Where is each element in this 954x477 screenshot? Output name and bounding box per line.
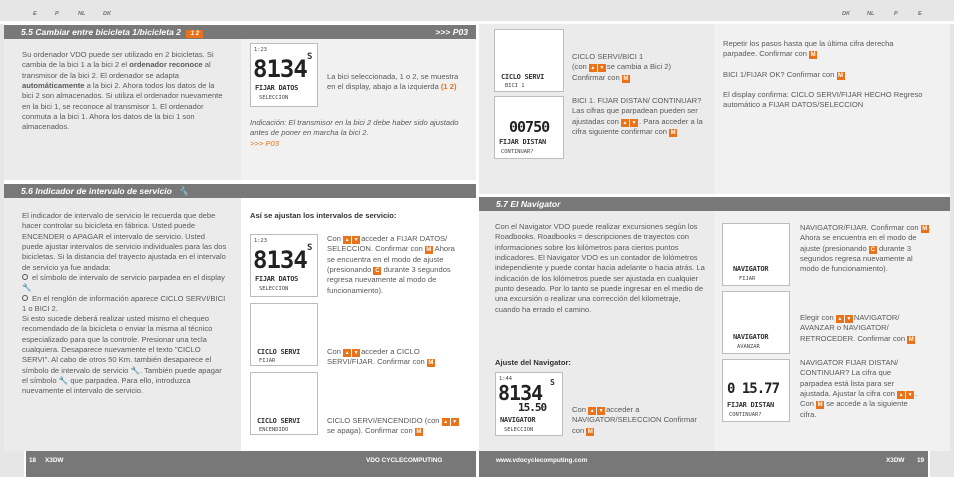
ok-button-icon: M: [922, 226, 928, 232]
section-5-5-header: [4, 25, 476, 39]
lang-nl: NL: [78, 11, 86, 17]
arrow-down-icon: ▼: [631, 119, 637, 126]
footer-url[interactable]: www.vdocyclecomputing.com: [496, 457, 588, 464]
bullet-icon: [22, 295, 28, 301]
arrow-up-icon: ▲: [443, 419, 449, 425]
clear-button-icon: C: [375, 267, 380, 274]
arrow-down-icon: ▼: [907, 391, 913, 398]
lcd-display-service-3: CICLO SERVI ENCENDIDO: [250, 372, 318, 435]
service-interval-howto-title: Así se ajustan los intervalos de servicio:: [250, 211, 397, 220]
section-5-5-ref: >>> P03: [435, 27, 468, 37]
navigator-adjust-title: Ajuste del Navigator:: [495, 358, 571, 367]
arrow-up-icon: ▲: [837, 316, 843, 322]
wrench-icon: 🔧: [22, 283, 32, 293]
footer-right-tab: [930, 451, 954, 477]
wrench-icon: 🔧: [178, 186, 190, 196]
arrow-up-icon: ▲: [622, 119, 628, 126]
right-page-number: 19: [917, 457, 925, 464]
lcd-display-service-2: CICLO SERVI FIJAR: [250, 303, 318, 366]
ok-button-icon: M: [670, 129, 676, 136]
lang-dk: DK: [103, 11, 112, 17]
lcd-display-navigator: 1:44 8134 S 15.50 NAVIGATOR SELECCION: [495, 372, 563, 436]
service-step-2: Con ▲ ▼ acceder a CICLO SERVI/FIJAR. Confirmar con M: [327, 347, 434, 367]
footer-left-tab: [0, 451, 24, 477]
top-language-strip: [0, 0, 954, 21]
section-5-6-header: [4, 184, 476, 198]
bike-display-description: La bici seleccionada, 1 o 2, se muestra en el display, abajo a la izquierda (1 2): [327, 72, 459, 92]
ok-button-icon: M: [838, 72, 844, 79]
right-model: X3DW: [886, 457, 905, 464]
ok-button-icon: M: [416, 429, 422, 436]
left-page-number: 18: [29, 457, 37, 464]
arrow-down-icon: ▼: [599, 65, 605, 72]
wrench-icon: 🔧: [130, 365, 140, 375]
lcd-display-distance: 00750 FIJAR DISTAN CONTINUAR?: [494, 96, 564, 159]
lcd-display-nav-avanzar: NAVIGATOR AVANZAR: [722, 291, 790, 354]
lang-dk-right: DK: [842, 11, 851, 17]
right-edge: [950, 24, 954, 451]
service-step-3: CICLO SERVI/ENCENDIDO (con ▲ ▼se apaga). Confirmar con M: [327, 416, 458, 436]
section-5-7-header: [479, 197, 950, 211]
lcd-display-nav-distance: 0 15.77 FIJAR DISTAN CONTINUAR?: [722, 359, 790, 422]
left-model: X3DW: [45, 457, 64, 464]
section-5-6-title: 5.6 Indicador de intervalo de servicio: [21, 186, 172, 196]
indication-ref-link[interactable]: >>> P03: [250, 138, 279, 148]
clear-button-icon: C: [870, 246, 875, 253]
section-5-5-body: Su ordenador VDO puede ser utilizado en 2 bicicletas. Si cambia de la bici 1 a la bici 2 el ordenador reconoce al transmisor de la bici 2. El ordenador se adapta automáticamente a la bici 2. Ahora todos los datos de la bici 2 son almacenados. Si utiliza el ordenador nuevamente en la bici 1, se reconoce al transmisor 1. El ordenador conmuta a la bici 1. Ahora los datos de la bici 1 son almacenados.: [22, 50, 223, 132]
arrow-down-icon: ▼: [353, 350, 359, 356]
nav-step-1: NAVIGATOR/FIJAR. Confirmar con M . Ahora se encuentra en el modo de ajuste (presionando C durante 3 segundos regresa nuevamente al modo de funcionamiento).: [800, 223, 931, 274]
service-step-1: Con ▲ ▼ acceder a FIJAR DATOS/ SELECCION. Confirmar con M Ahora se encuentra en el modo de ajuste (presionando C durante 3 segundos regresa nuevamente al modo de funcionamiento).: [327, 234, 455, 295]
navigator-adjust-step: Con ▲ ▼ acceder a NAVIGATOR/SELECCION Confirmar con M: [572, 405, 697, 435]
arrow-down-icon: ▼: [353, 237, 359, 243]
nav-step-2: Elegir con ▲ ▼ NAVIGATOR/ AVANZAR o NAVIGATOR/ RETROCEDER. Confirmar con M: [800, 313, 914, 343]
arrow-up-icon: ▲: [898, 391, 904, 398]
arrow-up-icon: ▲: [344, 237, 350, 243]
section-5-7-body: Con el Navigator VDO puede realizar excursiones según los Roadbooks. Roadbooks = descripciones de trayectos con informaciones sobre los kilómetros para ciertos puntos indicadores. El Navigator VDO es un contador de kilómetros independiente y puede contar hacia adelante o hacia atrás. La indicación de los kilómetros puede ser ajustada en cualquier punto deseado. Por lo tanto se puede ingresar en el medio de una excursión o realizar una corrección del kilometraje, cuando ha errado el camino.: [495, 222, 705, 314]
arrow-down-icon: ▼: [598, 408, 604, 414]
footer-brand: VDO CYCLECOMPUTING: [366, 457, 443, 464]
footer-right-sep: [928, 451, 930, 477]
ok-button-icon: M: [587, 428, 593, 435]
lang-p-right: P: [894, 11, 898, 17]
arrow-down-icon: ▼: [452, 419, 458, 425]
repeat-steps-text: Repetir los pasos hasta que la última cifra derecha parpadee. Confirmar con M BICI 1/FIJAR OK? Confirmar con M El display confirma: CICLO SERVI/FIJAR HECHO Regreso automático a FIJAR DATOS/SELECCION: [723, 39, 923, 110]
lcd-display-nav-fijar: NAVIGATOR FIJAR: [722, 223, 790, 286]
arrow-up-icon: ▲: [344, 350, 350, 356]
bike-selector-icon: (1 2): [440, 82, 457, 92]
footer-left-sep: [24, 451, 26, 477]
section-5-6-body: El indicador de intervalo de servicio le recuerda que debe hacer controlar su bicicleta en fábrica. Usted puede ENCENDER o APAGAR el intervalo de servicio. Usted puede ajustar intervalos de servicio individuales para las dos bicicletas. Si la distancia del trayecto ajustada en el intervalo de servicio ya fue andada: el símbolo de intervalo de servicio parpadea en el display 🔧 En el renglón de información aparece CICLO SERVI/BICI 1 o BICI 2. Si esto sucede deberá realizar usted mismo el chequeo recomendado de la bicicleta o enviar la misma al técnico especializado para que la controle. Presionar una tecla cualquiera. Desaparece nuevamente el texto "CICLO SERVI". Al cabo de otros 50 Km. también desaparece el símbolo de intervalo de servicio 🔧. También puede apagar el símbolo 🔧 que parpadea. Para ello, introduzca nuevamente el intervalo de servicio.: [22, 211, 227, 396]
ok-button-icon: M: [426, 247, 432, 254]
lang-nl-right: NL: [867, 11, 875, 17]
section-5-5-indication: Indicación: El transmisor en la bici 2 debe haber sido ajustado antes de poner en marcha la bici 2. >>> P03: [250, 118, 459, 148]
ok-button-icon: M: [428, 360, 434, 367]
lcd-display-service-1: 1:23 8134 S FIJAR DATOS SELECCION: [250, 234, 318, 297]
ok-button-icon: M: [623, 75, 629, 82]
bike-1-2-icon: 1 2: [186, 30, 203, 38]
ok-button-icon: M: [908, 336, 914, 343]
wrench-icon: 🔧: [58, 376, 69, 385]
lang-e-right: E: [918, 11, 922, 17]
bullet-icon: [22, 274, 28, 280]
section-5-7-title: 5.7 El Navigator: [496, 199, 561, 209]
lcd-display-bike: 1:23 8134 S FIJAR DATOS SELECCION: [250, 43, 318, 107]
arrow-up-icon: ▲: [590, 65, 596, 72]
footer-gutter: [476, 451, 479, 477]
ok-button-icon: M: [817, 402, 823, 409]
ok-button-icon: M: [810, 52, 816, 59]
lcd-display-bike1: CICLO SERVI BICI 1: [494, 29, 564, 92]
section-5-5-title: 5.5 Cambiar entre bicicleta 1/bicicleta 2: [21, 27, 182, 37]
distance-step: BICI 1. FIJAR DISTAN/ CONTINUAR? Las cifras que parpadean pueden ser ajustadas con ▲ ▼ . Para acceder a la cifra siguiente confirmar con M: [572, 96, 703, 136]
bike1-step: CICLO SERVI/BICI 1 (con ▲ ▼ se cambia a Bici 2) Confirmar con M: [572, 52, 672, 82]
arrow-down-icon: ▼: [846, 316, 852, 322]
lang-e: E: [33, 11, 37, 17]
nav-step-3: NAVIGATOR FIJAR DISTAN/ CONTINUAR? La cifra que parpadea está lista para ser ajustada. Ajustar la cifra con ▲ ▼ . Con M se accede a la siguiente cifra.: [800, 358, 918, 419]
lang-p: P: [55, 11, 59, 17]
arrow-up-icon: ▲: [589, 408, 595, 414]
